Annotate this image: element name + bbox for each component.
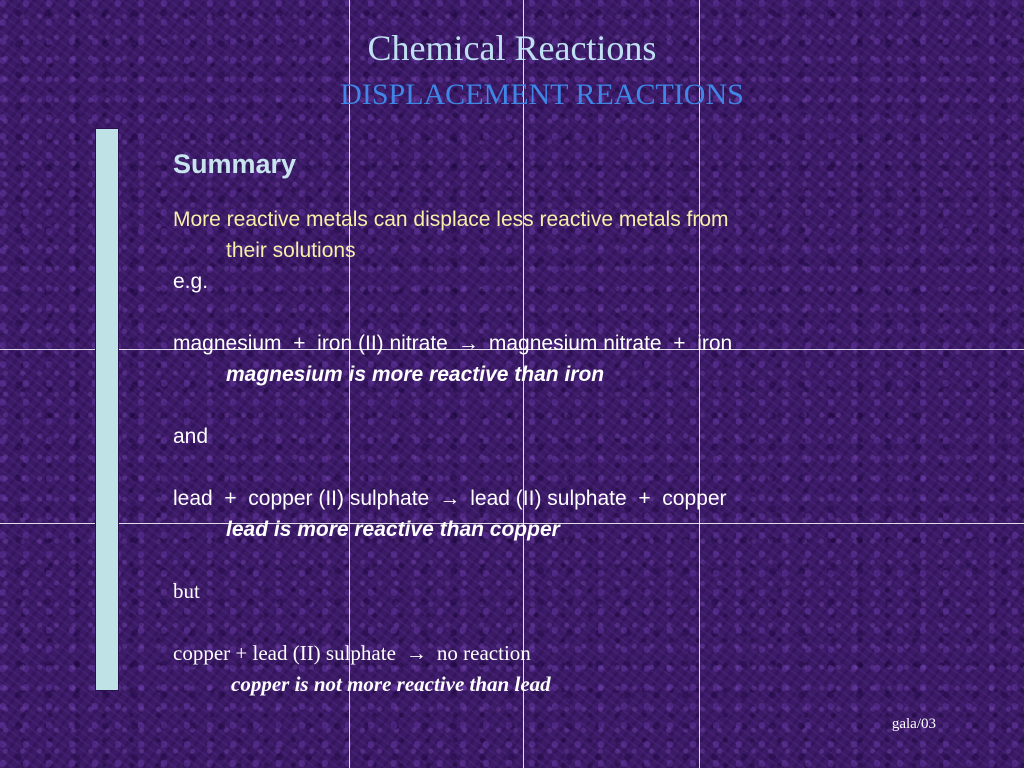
arrow-icon: → — [439, 487, 461, 510]
reaction-3-reactants: copper + lead (II) sulphate — [173, 641, 396, 665]
reaction-1-products: magnesium nitrate + iron — [488, 332, 733, 355]
side-accent-bar — [95, 128, 119, 691]
summary-heading: Summary — [173, 149, 297, 179]
reaction-2-reactants: lead + copper (II) sulphate — [173, 487, 430, 510]
slide-title-text: Chemical Reactions — [367, 28, 657, 68]
reaction-3-result: no reaction — [436, 641, 531, 665]
arrow-icon: → — [457, 332, 479, 355]
reaction-3-note: copper is not more reactive than lead — [231, 672, 551, 696]
example-label: e.g. — [173, 270, 209, 293]
slide-subtitle: DISPLACEMENT REACTIONS — [340, 78, 744, 111]
reaction-2-note: lead is more reactive than copper — [226, 518, 560, 541]
connector-but: but — [173, 579, 200, 603]
intro-line-1: More reactive metals can displace less reactive metals from — [173, 208, 729, 231]
slide-title — [0, 28, 1024, 68]
slide-footer: gala/03 — [891, 716, 936, 732]
reaction-3 — [173, 638, 893, 669]
slide-body — [173, 146, 893, 700]
reaction-2 — [173, 483, 893, 514]
reaction-1-reactants: magnesium + iron (II) nitrate — [173, 332, 448, 355]
connector-and: and — [173, 425, 209, 448]
reaction-2-products: lead (II) sulphate + copper — [470, 487, 727, 510]
reaction-1 — [173, 328, 893, 359]
reaction-1-note: magnesium is more reactive than iron — [226, 363, 605, 386]
arrow-icon: → — [405, 641, 427, 665]
intro-line-2: their solutions — [226, 239, 356, 262]
